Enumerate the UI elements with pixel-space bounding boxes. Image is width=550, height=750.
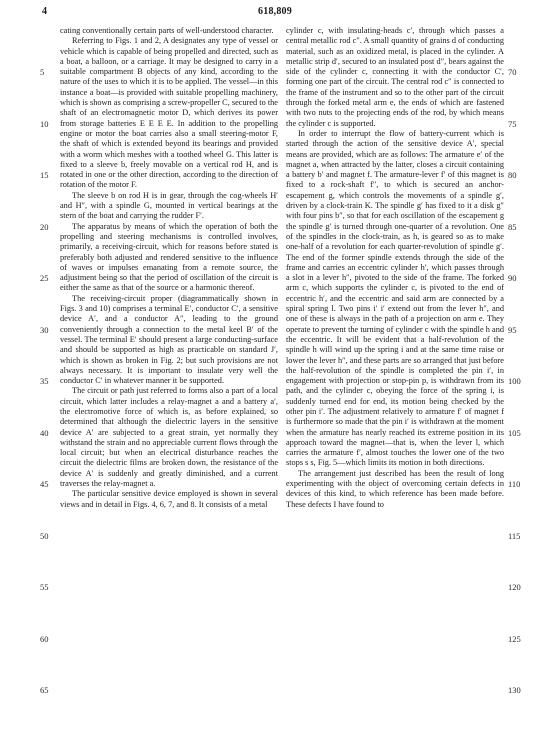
page-number: 4 xyxy=(42,6,47,17)
line-number: 110 xyxy=(508,479,521,490)
line-number: 65 xyxy=(40,685,49,696)
paragraph: The sleeve b on rod H is in gear, through the cog-wheels H′ and H″, with a spindle G, mounted in vertical bearings at the stern of the boat and carrying the rudder F′. xyxy=(60,190,278,221)
line-number: 45 xyxy=(40,479,49,490)
line-number: 35 xyxy=(40,376,49,387)
line-number: 95 xyxy=(508,324,517,335)
line-number: 85 xyxy=(508,221,517,232)
line-number: 10 xyxy=(40,118,49,129)
line-number: 20 xyxy=(40,221,49,232)
right-text-column xyxy=(286,26,504,738)
right-line-numbers xyxy=(508,26,526,738)
line-number: 130 xyxy=(508,685,521,696)
line-number: 115 xyxy=(508,530,521,541)
paragraph: In order to interrupt the flow of battery-current which is started through the action of the sensitive device A′, special means are provided, which are as follows: The armature e′ of the magnet a, when attracted by the latter, closes a circuit containing a battery b′ and magnet f. The armature-lever f′ of this magnet is fixed to a rock-shaft f″, to which is secured an anchor-escapement g, which controls the movements of a spindle g′, driven by a clock-train K. The spindle g′ has fixed to it a disk g″ with four pins b″, so that for each oscillation of the escapement g the spindle g′ is turned through one-quarter of a revolution. One of the spindles in the clock-train, as h, is geared so as to make one-half of a revolution for each quarter-revolution of spindle g′. The end of the former spindle extends through the side of the frame and carries an eccentric cylinder h′, which passes through a slot in a lever h″, pivoted to the side of the frame. The forked arm c, which supports the cylinder c, is pivoted to the end of eccentric h′, and the eccentric and said arm are connected by a spiral spring l. Two pins i′ i′ extend out from the lever h″, and one of these is always in the path of a projection on arm e. They operate to prevent the turning of cylinder c with the spindle h and the eccentric. It will be evident that a half-revolution of the spindle h will wind up the spring i and at the same time raise or lower the lever h″, and these parts are so arranged that just before the half-revolution of the spindle is completed the pin i′, in engagement with projection or stop-pin p, is withdrawn from its path, and the cylinder c, obeying the force of the spring i, is suddenly turned end for end, its motion being checked by the other pin i′. The adjustment relatively to armature f′ of magnet f is furthermore so made that the pin i′ is withdrawn at the moment when the armature has nearly reached its extreme position in its approach toward the magnet—that is, when the lever l, which carries the armature f′, almost touches the lower one of the two stops s s, Fig. 5—which limits its motion in both directions. xyxy=(286,128,504,468)
line-number: 60 xyxy=(40,633,49,644)
line-number: 5 xyxy=(40,67,45,78)
paragraph: The particular sensitive device employed is shown in several views and in detail in Figs. 4, 6, 7, and 8. It consists of a metal xyxy=(60,489,278,509)
line-number: 120 xyxy=(508,582,521,593)
line-number: 125 xyxy=(508,633,521,644)
line-number: 25 xyxy=(40,273,49,284)
patent-number: 618,809 xyxy=(258,6,292,17)
paragraph: The apparatus by means of which the operation of both the propelling and steering mechanisms is controlled involves, primarily, a receiving-circuit, which for reasons before stated is preferably both adjusted and rendered sensitive to the influence of waves or impulses emanating from a remote source, the adjustment being so that the period of oscillation of the circuit is either the same as that of the source or a harmonic thereof. xyxy=(60,221,278,293)
line-number: 15 xyxy=(40,170,49,181)
paragraph: Referring to Figs. 1 and 2, A designates any type of vessel or vehicle which is capable of being propelled and directed, such as a boat, a balloon, or a carriage. It may be designed to carry in a suitable compartment B objects of any kind, according to the nature of the uses to which it is to be applied. The vessel—in this instance a boat—is provided with suitable propelling machinery, which is shown as comprising a screw-propeller C, secured to the shaft of an electromagnetic motor D, which derives its power from storage batteries E E E E. In addition to the propelling engine or motor the boat carries also a small steering-motor F, the shaft of which is extended beyond its bearings and provided with a worm which meshes with a toothed wheel G. This latter is fixed to a sleeve b, freely movable on a vertical rod H, and is rotated in one or the other direction, according to the direction of rotation of the motor F. xyxy=(60,36,278,190)
line-number: 70 xyxy=(508,67,517,78)
line-number: 105 xyxy=(508,427,521,438)
line-number: 90 xyxy=(508,273,517,284)
paragraph: cylinder c, with insulating-heads c′, through which passes a central metallic rod c″. A small quantity of grains d of conducting material, such as an oxidized metal, is placed in the cylinder. A metallic strip d′, secured to an insulated post d″, bears against the side of the cylinder c, connecting it with the conductor C′, forming one part of the circuit. The central rod c″ is connected to the frame of the instrument and so to the other part of the circuit through the forked metal arm e, the ends of which are fastened with two nuts to the projecting ends of the rod, by which means the cylinder c is supported. xyxy=(286,26,504,128)
paragraph: cating conventionally certain parts of well-understood character. xyxy=(60,26,274,35)
left-text-column xyxy=(60,26,278,738)
line-number: 80 xyxy=(508,170,517,181)
line-number: 40 xyxy=(40,427,49,438)
paragraph: The arrangement just described has been the result of long experimenting with the object of overcoming certain defects in devices of this kind, to which reference has been made before. These defects I have found to xyxy=(286,468,504,509)
paragraph: The circuit or path just referred to forms also a part of a local circuit, which latter includes a relay-magnet a and a battery a′, the electromotive force of which is, as before explained, so determined that although the dielectric layers in the sensitive device A′ are subjected to a great strain, yet normally they withstand the strain and no appreciable current flows through the local circuit; but when an electrical disturbance reaches the circuit the dielectric films are broken down, the resistance of the device A′ is suddenly and greatly diminished, and a current traverses the relay-magnet a. xyxy=(60,386,278,489)
line-number: 55 xyxy=(40,582,49,593)
line-number: 75 xyxy=(508,118,517,129)
line-number: 30 xyxy=(40,324,49,335)
left-line-numbers xyxy=(40,26,58,738)
line-number: 50 xyxy=(40,530,49,541)
paragraph: The receiving-circuit proper (diagrammatically shown in Figs. 3 and 10) comprises a terminal E′, conductor C′, a sensitive device A′, and a conductor A″, leading to the ground conveniently through a connection to the metal keel B′ of the vessel. The terminal E′ should present a large conducting-surface and should be supported as high as practicable on standard J′, which is shown as broken in Fig. 2; but such provisions are not always necessary. It is important to insulate very well the conductor C′ in whatever manner it be supported. xyxy=(60,293,278,386)
line-number: 100 xyxy=(508,376,521,387)
